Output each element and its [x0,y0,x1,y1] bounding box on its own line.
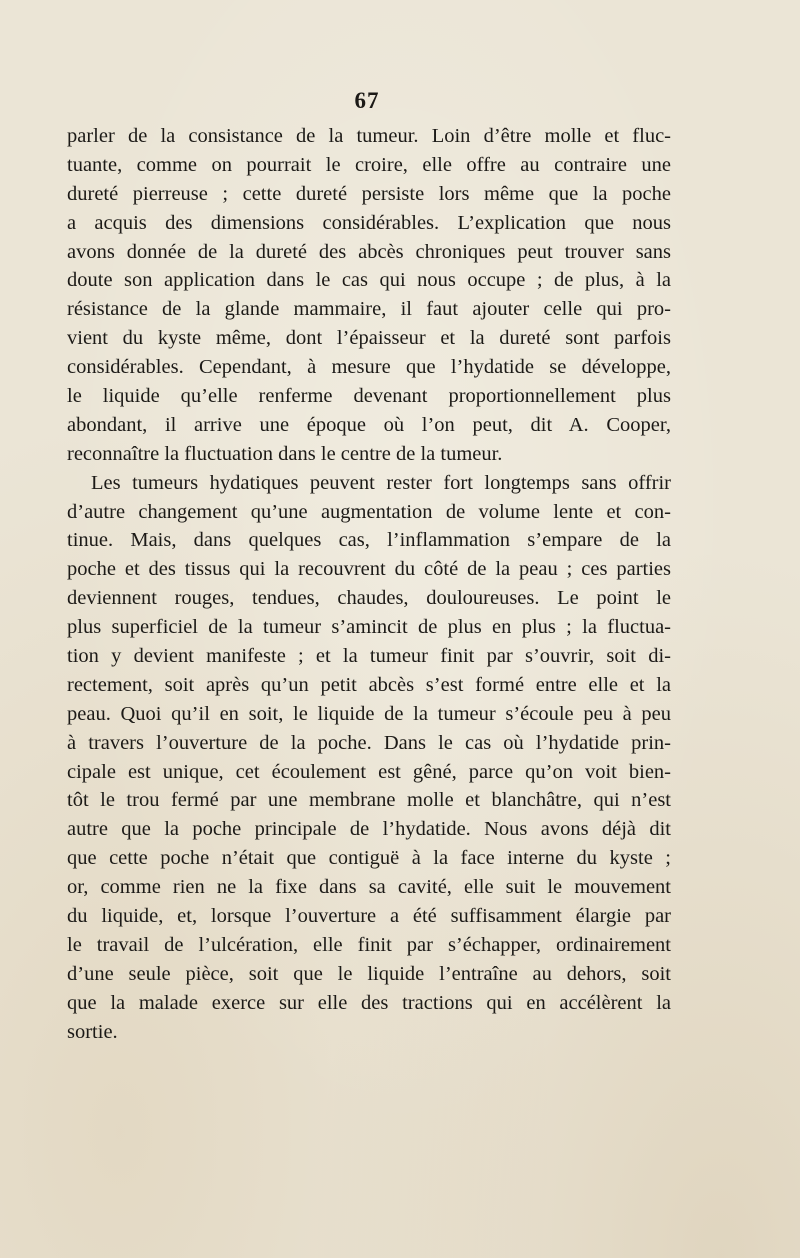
text-line: sortie. [67,1020,118,1043]
paragraph-2 [67,469,671,1047]
text-line: rectement, soit après qu’un petit abcès s’est formé entre elle et la [67,673,671,696]
text-line: à travers l’ouverture de la poche. Dans le cas où l’hydatide prin- [67,731,671,754]
page-number: 67 [354,88,380,113]
text-line: deviennent rouges, tendues, chaudes, douloureuses. Le point le [67,587,671,610]
text-line: autre que la poche principale de l’hydatide. Nous avons déjà dit [67,818,671,841]
text-line: Les tumeurs hydatiques peuvent rester fort longtemps sans offrir [91,471,671,494]
text-line: parler de la consistance de la tumeur. Loin d’être molle et fluc- [67,125,671,147]
body-text [67,122,671,1047]
text-line: du liquide, et, lorsque l’ouverture a été suffisamment élargie par [67,905,671,928]
text-line: cipale est unique, cet écoulement est gêné, parce qu’on voit bien- [67,760,671,783]
text-line: doute son application dans le cas qui nous occupe ; de plus, à la [67,269,671,292]
text-line: tôt le trou fermé par une membrane molle et blanchâtre, qui n’est [67,789,671,812]
text-line: poche et des tissus qui la recouvrent du côté de la peau ; ces parties [67,558,671,581]
text-line: dureté pierreuse ; cette dureté persiste lors même que la poche [67,182,671,205]
text-line: plus superficiel de la tumeur s’amincit de plus en plus ; la fluctua- [67,616,671,639]
paragraph-1 [67,122,671,469]
text-line: avons donnée de la dureté des abcès chroniques peut trouver sans [67,240,671,263]
text-line: reconnaître la fluctuation dans le centre de la tumeur. [67,442,503,465]
text-line: or, comme rien ne la fixe dans sa cavité, elle suit le mouvement [67,876,671,899]
text-line: le liquide qu’elle renferme devenant proportionnellement plus [67,385,671,408]
text-line: peau. Quoi qu’il en soit, le liquide de la tumeur s’écoule peu à peu [67,702,671,725]
text-line: vient du kyste même, dont l’épaisseur et la dureté sont parfois [67,327,671,350]
text-line: tion y devient manifeste ; et la tumeur finit par s’ouvrir, soit di- [67,645,671,668]
text-line: tuante, comme on pourrait le croire, elle offre au contraire une [67,153,671,176]
text-line: que cette poche n’était que contiguë à la face interne du kyste ; [67,847,671,870]
text-line: que la malade exerce sur elle des tractions qui en accélèrent la [67,991,671,1014]
text-line: abondant, il arrive une époque où l’on peut, dit A. Cooper, [67,413,671,436]
text-line: tinue. Mais, dans quelques cas, l’inflammation s’empare de la [67,529,671,552]
text-line: d’autre changement qu’une augmentation de volume lente et con- [67,500,671,523]
text-line: considérables. Cependant, à mesure que l’hydatide se développe, [67,356,671,379]
text-line: a acquis des dimensions considérables. L’explication que nous [67,211,671,234]
text-line: d’une seule pièce, soit que le liquide l’entraîne au dehors, soit [67,962,671,985]
text-line: le travail de l’ulcération, elle finit par s’échapper, ordinairement [67,933,671,956]
text-line: résistance de la glande mammaire, il faut ajouter celle qui pro- [67,298,671,321]
